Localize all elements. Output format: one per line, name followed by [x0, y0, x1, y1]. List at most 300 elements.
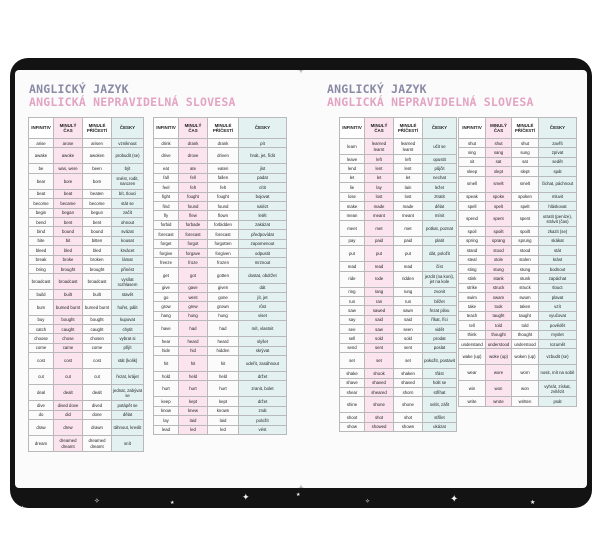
czech-meaning-cell: myslet [539, 330, 577, 339]
past-participle-cell: hung [208, 311, 239, 320]
header-cesky: ČESKY [112, 118, 144, 139]
infinitive-cell: spend [459, 211, 486, 227]
czech-meaning-cell: vyhrát, získat, zvítězit [539, 381, 577, 397]
table-row [340, 262, 457, 271]
right-page [301, 70, 587, 488]
page-title: ANGLICKÝ JAZYK [29, 82, 129, 96]
past-participle-cell: lain [394, 183, 423, 192]
past-simple-cell: got [179, 267, 208, 283]
past-simple-cell: spelt [486, 201, 512, 210]
czech-meaning-cell: předpovídat [239, 230, 287, 239]
past-simple-cell: sheared [365, 388, 394, 397]
czech-meaning-cell: utratit (peníze), strávit (čas) [539, 211, 577, 227]
czech-meaning-cell: mít, vlastnit [239, 321, 287, 337]
past-simple-cell: fell [179, 173, 208, 182]
infinitive-cell: run [340, 296, 365, 305]
czech-meaning-cell: bít, tlouci [112, 189, 144, 198]
past-simple-cell: drove [179, 148, 208, 164]
past-participle-cell: let [394, 173, 423, 182]
past-simple-cell: became [54, 199, 83, 208]
past-participle-cell: thought [512, 330, 539, 339]
past-participle-cell: forecast [208, 230, 239, 239]
past-participle-cell: forbidden [208, 220, 239, 229]
past-participle-cell: left [394, 155, 423, 164]
table-row [29, 299, 144, 315]
czech-meaning-cell: nechat [423, 173, 457, 182]
table-row [154, 258, 287, 267]
past-simple-cell: bore [54, 173, 83, 189]
czech-meaning-cell: rozumět [539, 340, 577, 349]
czech-meaning-cell: opustit [423, 155, 457, 164]
past-simple-cell: bound [54, 227, 83, 236]
past-simple-cell: sent [365, 343, 394, 352]
infinitive-cell: tell [459, 321, 486, 330]
left-page-heading [29, 83, 236, 109]
infinitive-cell: understand [459, 340, 486, 349]
table-row [154, 267, 287, 283]
past-participle-cell: broadcast [83, 274, 112, 290]
czech-meaning-cell: pokožit, postavit [423, 353, 457, 369]
infinitive-cell: fight [154, 192, 179, 201]
table-row [29, 385, 144, 401]
past-participle-cell: forgotten [208, 239, 239, 248]
past-participle-cell: frozen [208, 258, 239, 267]
infinitive-cell: buy [29, 315, 54, 324]
table-row [29, 343, 144, 352]
past-participle-cell: kept [208, 397, 239, 406]
infinitive-cell: lend [340, 164, 365, 173]
czech-meaning-cell: běžet [423, 296, 457, 305]
czech-meaning-cell: řezat pilou [423, 306, 457, 315]
czech-meaning-cell: viset [239, 311, 287, 320]
past-simple-cell: spoilt [486, 227, 512, 236]
past-simple-cell: ran [365, 296, 394, 305]
table-row [154, 337, 287, 346]
table-row [154, 406, 287, 415]
past-participle-cell: become [83, 199, 112, 208]
infinitive-cell: take [459, 302, 486, 311]
past-participle-cell: said [394, 315, 423, 324]
past-participle-cell: shut [512, 139, 539, 148]
table-row [29, 290, 144, 299]
header-infinitiv: INFINITIV [154, 118, 179, 139]
czech-meaning-cell: vzít [539, 302, 577, 311]
past-participle-cell: fought [208, 192, 239, 201]
past-participle-cell: smelt [512, 176, 539, 192]
past-participle-cell: woken (up) [512, 349, 539, 365]
czech-meaning-cell: přinést [112, 264, 144, 273]
table-row [29, 208, 144, 217]
past-simple-cell: shaved [365, 378, 394, 387]
czech-meaning-cell: vidět [423, 325, 457, 334]
past-participle-cell: spoken [512, 192, 539, 201]
czech-meaning-cell: snést, rodit, narozen [112, 173, 144, 189]
infinitive-cell: shine [340, 397, 365, 413]
czech-meaning-cell: jezdit (na koni), jet na kole [423, 271, 457, 287]
czech-meaning-cell: pít [239, 139, 287, 148]
past-participle-cell: sat [512, 157, 539, 166]
czech-meaning-cell: psát [539, 397, 577, 406]
infinitive-cell: read [340, 262, 365, 271]
past-simple-cell: left [365, 155, 394, 164]
past-simple-cell: awoke [54, 148, 83, 164]
table-row [29, 410, 144, 419]
infinitive-cell: become [29, 199, 54, 208]
table-row [154, 211, 287, 220]
past-simple-cell: set [365, 353, 394, 369]
past-simple-cell: stung [486, 264, 512, 273]
infinitive-cell: saw [340, 306, 365, 315]
table-row [29, 334, 144, 343]
infinitive-cell: teach [459, 311, 486, 320]
past-participle-cell: spent [512, 211, 539, 227]
infinitive-cell: come [29, 343, 54, 352]
infinitive-cell: show [340, 422, 365, 431]
infinitive-cell: know [154, 406, 179, 415]
czech-meaning-cell: hnát, jet, řídit [239, 148, 287, 164]
czech-meaning-cell: učit se [423, 139, 457, 155]
past-participle-cell: cost [83, 353, 112, 369]
infinitive-cell: fall [154, 173, 179, 182]
infinitive-cell: broadcast [29, 274, 54, 290]
czech-meaning-cell: potápět se [112, 401, 144, 410]
table-row [340, 236, 457, 245]
czech-meaning-cell: držet [239, 397, 287, 406]
czech-meaning-cell: vyučovat [539, 311, 577, 320]
past-participle-cell: dived [83, 401, 112, 410]
infinitive-cell: make [340, 201, 365, 210]
czech-meaning-cell: zpívat [539, 148, 577, 157]
czech-meaning-cell: mínit [423, 211, 457, 220]
past-simple-cell: ate [179, 164, 208, 173]
infinitive-cell: swim [459, 293, 486, 302]
past-participle-cell: sold [394, 334, 423, 343]
infinitive-cell: cut [29, 369, 54, 385]
infinitive-cell: fly [154, 211, 179, 220]
past-participle-cell: known [208, 406, 239, 415]
infinitive-cell: smell [459, 176, 486, 192]
page-subtitle: ANGLICKÁ NEPRAVIDELNÁ SLOVESA [29, 95, 236, 109]
table-row [340, 334, 457, 343]
past-participle-cell: flown [208, 211, 239, 220]
infinitive-cell: build [29, 290, 54, 299]
czech-meaning-cell: střílet [423, 413, 457, 422]
table-row [154, 148, 287, 164]
past-simple-cell: chose [54, 334, 83, 343]
past-simple-cell: grew [179, 302, 208, 311]
infinitive-cell: forbid [154, 220, 179, 229]
star-icon: ✧ [94, 497, 100, 505]
table-row [154, 183, 287, 192]
infinitive-cell: ride [340, 271, 365, 287]
czech-meaning-cell: letět [239, 211, 287, 220]
past-simple-cell: let [365, 173, 394, 182]
czech-meaning-cell: zranit, bolet [239, 381, 287, 397]
table-row [154, 397, 287, 406]
star-icon: ✦ [242, 493, 250, 503]
past-simple-cell: burned burnt [54, 299, 83, 315]
verb-table-left-2 [153, 117, 287, 435]
infinitive-cell: bend [29, 217, 54, 226]
past-simple-cell: saw [365, 325, 394, 334]
header-minule-pricesti: MINULÉ PŘÍČESTÍ [512, 118, 539, 139]
past-simple-cell: flew [179, 211, 208, 220]
past-simple-cell: wore [486, 365, 512, 381]
table-row [154, 372, 287, 381]
infinitive-cell: sleep [459, 167, 486, 176]
past-simple-cell: forgot [179, 239, 208, 248]
infinitive-cell: see [340, 325, 365, 334]
past-participle-cell: understood [512, 340, 539, 349]
past-simple-cell: knew [179, 406, 208, 415]
table-row [154, 346, 287, 355]
header-cesky: ČESKY [539, 118, 577, 139]
table-row [154, 381, 287, 397]
infinitive-cell: meet [340, 220, 365, 236]
table-row [154, 321, 287, 337]
past-participle-cell: stung [512, 264, 539, 273]
infinitive-cell: sing [459, 148, 486, 157]
table-row [340, 422, 457, 431]
past-participle-cell: taught [512, 311, 539, 320]
table-row [340, 397, 457, 413]
header-cesky: ČESKY [239, 118, 287, 139]
past-simple-cell: slept [486, 167, 512, 176]
header-infinitiv: INFINITIV [340, 118, 365, 139]
czech-meaning-cell: odpustit [239, 248, 287, 257]
past-participle-cell: spelt [512, 201, 539, 210]
infinitive-cell: lead [154, 425, 179, 434]
past-simple-cell: shot [365, 413, 394, 422]
czech-meaning-cell: nosit, mít na sobě [539, 365, 577, 381]
czech-meaning-cell: zavřít [539, 139, 577, 148]
infinitive-cell: mean [340, 211, 365, 220]
czech-meaning-cell: dostat, obdržet [239, 267, 287, 283]
infinitive-cell: arise [29, 139, 54, 148]
table-row [459, 397, 577, 406]
table-row [29, 148, 144, 164]
past-simple-cell: built [54, 290, 83, 299]
past-participle-cell: told [512, 321, 539, 330]
infinitive-cell: bind [29, 227, 54, 236]
past-participle-cell: sprung [512, 236, 539, 245]
infinitive-cell: beat [29, 189, 54, 198]
past-participle-cell: run [394, 296, 423, 305]
table-row [459, 311, 577, 320]
infinitive-cell: deal [29, 385, 54, 401]
past-simple-cell: drew [54, 420, 83, 436]
past-simple-cell: smelt [486, 176, 512, 192]
table-row [340, 220, 457, 236]
czech-meaning-cell: vzniknout [112, 139, 144, 148]
table-row [29, 369, 144, 385]
infinitive-cell: say [340, 315, 365, 324]
past-simple-cell: swam [486, 293, 512, 302]
past-simple-cell: sprang [486, 236, 512, 245]
past-simple-cell: drank [179, 139, 208, 148]
czech-meaning-cell: bodnout [539, 264, 577, 273]
infinitive-cell: hide [154, 346, 179, 355]
infinitive-cell: shear [340, 388, 365, 397]
past-simple-cell: meant [365, 211, 394, 220]
table-row [29, 315, 144, 324]
past-participle-cell: shown [394, 422, 423, 431]
infinitive-cell: spring [459, 236, 486, 245]
past-simple-cell: lost [365, 192, 394, 201]
infinitive-cell: leave [340, 155, 365, 164]
past-simple-cell: rang [365, 287, 394, 296]
infinitive-cell: forget [154, 239, 179, 248]
table-row [459, 167, 577, 176]
infinitive-cell: hang [154, 311, 179, 320]
past-participle-cell: struck [512, 283, 539, 292]
past-simple-cell: forgave [179, 248, 208, 257]
infinitive-cell: wake (up) [459, 349, 486, 365]
past-participle-cell: made [394, 201, 423, 210]
past-participle-cell: shaved [394, 378, 423, 387]
past-simple-cell: broke [54, 255, 83, 264]
past-participle-cell: done [83, 410, 112, 419]
table-row [459, 293, 577, 302]
past-simple-cell: forbade [179, 220, 208, 229]
table-row [340, 369, 457, 378]
table-row [459, 274, 577, 283]
header-infinitiv: INFINITIV [29, 118, 54, 139]
past-participle-cell: awoken [83, 148, 112, 164]
czech-meaning-cell: hláskovat [539, 201, 577, 210]
table-row [29, 139, 144, 148]
czech-meaning-cell: snít [112, 436, 144, 452]
past-simple-cell: bought [54, 315, 83, 324]
past-simple-cell: met [365, 220, 394, 236]
table-row [459, 349, 577, 365]
past-participle-cell: beaten [83, 189, 112, 198]
table-row [154, 425, 287, 434]
past-simple-cell: sold [365, 334, 394, 343]
past-simple-cell: laid [179, 416, 208, 425]
czech-meaning-cell: platit [423, 236, 457, 245]
past-simple-cell: read [365, 262, 394, 271]
infinitive-cell: think [459, 330, 486, 339]
czech-meaning-cell: zapáchat [539, 274, 577, 283]
table-row [340, 246, 457, 262]
past-simple-cell: fought [179, 192, 208, 201]
header-minule-pricesti: MINULÉ PŘÍČESTÍ [394, 118, 423, 139]
past-simple-cell: hid [179, 346, 208, 355]
past-participle-cell: gotten [208, 267, 239, 283]
infinitive-cell: forecast [154, 230, 179, 239]
table-row [459, 246, 577, 255]
past-participle-cell: gone [208, 293, 239, 302]
czech-meaning-cell: vybrat si [112, 334, 144, 343]
past-participle-cell: set [394, 353, 423, 369]
infinitive-cell: hear [154, 337, 179, 346]
table-row [154, 248, 287, 257]
past-simple-cell: brought [54, 264, 83, 273]
table-row [459, 255, 577, 264]
infinitive-cell: find [154, 201, 179, 210]
infinitive-cell: hurt [154, 381, 179, 397]
past-participle-cell: felt [208, 183, 239, 192]
header-infinitiv: INFINITIV [459, 118, 486, 139]
czech-meaning-cell: povědět [539, 321, 577, 330]
czech-meaning-cell: ohnout [112, 217, 144, 226]
czech-meaning-cell: sedět [539, 157, 577, 166]
past-simple-cell: felt [179, 183, 208, 192]
czech-meaning-cell: lámat [112, 255, 144, 264]
czech-meaning-cell: položit [239, 416, 287, 425]
table-row [29, 436, 144, 452]
past-participle-cell: drawn [83, 420, 112, 436]
header-minule-pricesti: MINULÉ PŘÍČESTÍ [83, 118, 112, 139]
table-row [459, 157, 577, 166]
czech-meaning-cell: hořet, pálit [112, 299, 144, 315]
table-row [154, 139, 287, 148]
past-participle-cell: worn [512, 365, 539, 381]
past-participle-cell: taken [512, 302, 539, 311]
past-simple-cell: shook [365, 369, 394, 378]
infinitive-cell: ring [340, 287, 365, 296]
past-simple-cell: dived dove [54, 401, 83, 410]
infinitive-cell: bring [29, 264, 54, 273]
table-row [29, 325, 144, 334]
past-participle-cell: slept [512, 167, 539, 176]
past-simple-cell: stood [486, 246, 512, 255]
table-row [459, 211, 577, 227]
infinitive-cell: catch [29, 325, 54, 334]
infinitive-cell: steal [459, 255, 486, 264]
table-row [154, 220, 287, 229]
past-simple-cell: shone [365, 397, 394, 413]
table-row [459, 381, 577, 397]
past-participle-cell: met [394, 220, 423, 236]
past-simple-cell: gave [179, 283, 208, 292]
infinitive-cell: keep [154, 397, 179, 406]
past-simple-cell: hurt [179, 381, 208, 397]
past-participle-cell: lost [394, 192, 423, 201]
table-row [154, 302, 287, 311]
past-participle-cell: driven [208, 148, 239, 164]
czech-meaning-cell: dát, položit [423, 246, 457, 262]
czech-meaning-cell: stříhat [423, 388, 457, 397]
table-row [340, 155, 457, 164]
czech-meaning-cell: znát [239, 406, 287, 415]
star-icon: ✦ [450, 494, 459, 505]
czech-meaning-cell: krást [539, 255, 577, 264]
table-row [154, 239, 287, 248]
page-subtitle: ANGLICKÁ NEPRAVIDELNÁ SLOVESA [327, 95, 534, 109]
past-participle-cell: caught [83, 325, 112, 334]
past-participle-cell: had [208, 321, 239, 337]
czech-meaning-cell: vést [239, 425, 287, 434]
czech-meaning-cell: vzbudit (se) [539, 349, 577, 365]
czech-meaning-cell: stát (kolik) [112, 353, 144, 369]
table-row [154, 201, 287, 210]
past-participle-cell: broken [83, 255, 112, 264]
past-participle-cell: seen [394, 325, 423, 334]
past-participle-cell: burned burnt [83, 299, 112, 315]
table-row [340, 173, 457, 182]
table-row [29, 164, 144, 173]
past-simple-cell: came [54, 343, 83, 352]
infinitive-cell: sell [340, 334, 365, 343]
past-simple-cell: woke (up) [486, 349, 512, 365]
past-simple-cell: struck [486, 283, 512, 292]
table-row [154, 164, 287, 173]
past-simple-cell: spent [486, 211, 512, 227]
header-cesky: ČESKY [423, 118, 457, 139]
czech-meaning-cell: táhnout, kreslit [112, 420, 144, 436]
